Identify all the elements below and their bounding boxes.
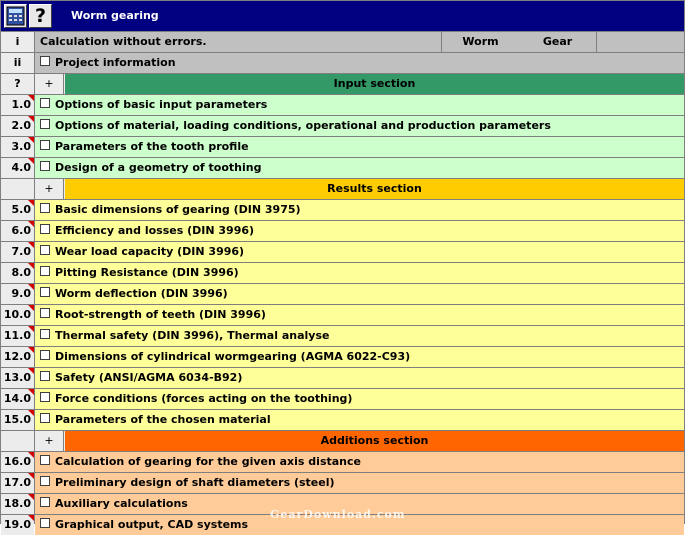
checkbox[interactable] <box>40 203 50 213</box>
calculator-icon <box>5 5 26 27</box>
row-number-text: 1.0 <box>11 98 31 111</box>
row-number-text: 9.0 <box>11 287 31 300</box>
calculator-button[interactable] <box>4 4 27 28</box>
expand-button[interactable]: + <box>35 179 64 199</box>
help-button[interactable]: ? <box>29 4 52 28</box>
item-cell <box>35 410 684 430</box>
list-item[interactable] <box>1 158 684 178</box>
section-header-results <box>1 179 684 199</box>
section-title: Input section <box>65 74 684 94</box>
checkbox[interactable] <box>40 161 50 171</box>
list-item[interactable] <box>1 347 684 367</box>
row-label: Safety (ANSI/AGMA 6034-B92) <box>55 371 243 384</box>
row-number-text: 6.0 <box>11 224 31 237</box>
watermark: GearDownload.com <box>270 508 406 521</box>
item-cell <box>35 452 684 472</box>
row-label: Parameters of the tooth profile <box>55 140 249 153</box>
checkbox[interactable] <box>40 224 50 234</box>
row-number-text: 8.0 <box>11 266 31 279</box>
item-cell <box>35 368 684 388</box>
row-number-text: 12.0 <box>3 350 31 363</box>
note-marker-icon <box>28 284 34 290</box>
checkbox[interactable] <box>40 476 50 486</box>
checkbox[interactable] <box>40 245 50 255</box>
note-marker-icon <box>28 452 34 458</box>
checkbox[interactable] <box>40 140 50 150</box>
list-item[interactable] <box>1 242 684 262</box>
row-number: ii <box>1 53 34 73</box>
status-cell <box>35 32 684 52</box>
window-title: Worm gearing <box>71 9 159 22</box>
item-cell <box>35 116 684 136</box>
list-item[interactable] <box>1 116 684 136</box>
row-number <box>1 347 34 367</box>
status-text: Calculation without errors. <box>40 35 207 48</box>
row-label: Auxiliary calculations <box>55 497 188 510</box>
item-cell <box>35 473 684 493</box>
row-number-text: 11.0 <box>3 329 31 342</box>
note-marker-icon <box>28 326 34 332</box>
checkbox[interactable] <box>40 413 50 423</box>
list-item[interactable] <box>1 473 684 493</box>
note-marker-icon <box>28 494 34 500</box>
list-item[interactable] <box>1 221 684 241</box>
section-title: Additions section <box>65 431 684 451</box>
column-gear-header: Gear <box>519 32 597 52</box>
row-label: Basic dimensions of gearing (DIN 3975) <box>55 203 301 216</box>
item-cell <box>35 263 684 283</box>
row-label: Wear load capacity (DIN 3996) <box>55 245 245 258</box>
row-number <box>1 137 34 157</box>
note-marker-icon <box>28 410 34 416</box>
checkbox[interactable] <box>40 98 50 108</box>
item-cell <box>35 221 684 241</box>
note-marker-icon <box>28 221 34 227</box>
row-label: Thermal safety (DIN 3996), Thermal analyse <box>55 329 330 342</box>
item-cell <box>35 242 684 262</box>
checkbox[interactable] <box>40 392 50 402</box>
checkbox[interactable] <box>40 329 50 339</box>
checkbox[interactable] <box>40 266 50 276</box>
row-number <box>1 431 34 451</box>
list-item[interactable] <box>1 452 684 472</box>
item-cell <box>35 347 684 367</box>
row-number <box>1 221 34 241</box>
row-number <box>1 410 34 430</box>
item-cell <box>35 326 684 346</box>
row-number <box>1 494 34 514</box>
row-number <box>1 179 34 199</box>
row-number-text: 16.0 <box>3 455 31 468</box>
row-number-text: 10.0 <box>3 308 31 321</box>
row-label: Options of basic input parameters <box>55 98 268 111</box>
project-row[interactable] <box>1 53 684 73</box>
row-number-text: 17.0 <box>3 476 31 489</box>
row-number <box>1 95 34 115</box>
project-cell <box>35 53 684 73</box>
row-label: Force conditions (forces acting on the toothing) <box>55 392 353 405</box>
list-item[interactable] <box>1 137 684 157</box>
item-cell <box>35 137 684 157</box>
list-item[interactable] <box>1 263 684 283</box>
column-worm-header: Worm <box>441 32 520 52</box>
section-header-input <box>1 74 684 94</box>
row-number <box>1 263 34 283</box>
row-number-text: 15.0 <box>3 413 31 426</box>
row-number-text: 5.0 <box>11 203 31 216</box>
row-number-text: 4.0 <box>11 161 31 174</box>
item-cell <box>35 200 684 220</box>
row-number-text: 7.0 <box>11 245 31 258</box>
section-header-cell <box>35 179 684 199</box>
status-row <box>1 32 684 52</box>
row-number <box>1 515 34 535</box>
note-marker-icon <box>28 200 34 206</box>
list-item[interactable] <box>1 410 684 430</box>
list-item[interactable] <box>1 368 684 388</box>
checkbox[interactable] <box>40 518 50 528</box>
item-cell <box>35 389 684 409</box>
row-number-text: 13.0 <box>3 371 31 384</box>
row-label: Worm deflection (DIN 3996) <box>55 287 228 300</box>
row-label: Preliminary design of shaft diameters (steel) <box>55 476 335 489</box>
row-label: Design of a geometry of toothing <box>55 161 262 174</box>
note-marker-icon <box>28 347 34 353</box>
list-item[interactable] <box>1 326 684 346</box>
row-number-text: 2.0 <box>11 119 31 132</box>
note-marker-icon <box>28 263 34 269</box>
row-number <box>1 326 34 346</box>
item-cell <box>35 158 684 178</box>
note-marker-icon <box>28 515 34 521</box>
row-number <box>1 452 34 472</box>
checkbox[interactable] <box>40 455 50 465</box>
row-number-text: 14.0 <box>3 392 31 405</box>
row-number-text: 18.0 <box>3 497 31 510</box>
checkbox[interactable] <box>40 497 50 507</box>
row-number: i <box>1 32 34 52</box>
note-marker-icon <box>28 242 34 248</box>
title-bar <box>1 1 684 31</box>
row-label: Efficiency and losses (DIN 3996) <box>55 224 255 237</box>
row-label: Project information <box>55 56 176 69</box>
note-marker-icon <box>28 137 34 143</box>
list-item[interactable] <box>1 389 684 409</box>
row-number: ? <box>1 74 34 94</box>
item-cell <box>35 95 684 115</box>
section-header-additions <box>1 431 684 451</box>
note-marker-icon <box>28 389 34 395</box>
row-label: Calculation of gearing for the given axis distance <box>55 455 361 468</box>
row-number <box>1 305 34 325</box>
row-number <box>1 284 34 304</box>
row-number <box>1 389 34 409</box>
row-number <box>1 242 34 262</box>
list-item[interactable] <box>1 95 684 115</box>
note-marker-icon <box>28 116 34 122</box>
row-label: Root-strength of teeth (DIN 3996) <box>55 308 266 321</box>
expand-button[interactable]: + <box>35 431 64 451</box>
row-number-text: 3.0 <box>11 140 31 153</box>
section-header-cell <box>35 431 684 451</box>
row-number <box>1 473 34 493</box>
checkbox[interactable] <box>40 371 50 381</box>
row-label: Parameters of the chosen material <box>55 413 271 426</box>
row-number <box>1 116 34 136</box>
checkbox[interactable] <box>40 287 50 297</box>
row-number <box>1 158 34 178</box>
checkbox[interactable] <box>40 308 50 318</box>
note-marker-icon <box>28 158 34 164</box>
row-label: Graphical output, CAD systems <box>55 518 249 531</box>
checkbox[interactable] <box>40 119 50 129</box>
row-label: Dimensions of cylindrical wormgearing (AGMA 6022-C93) <box>55 350 411 363</box>
section-title: Results section <box>65 179 684 199</box>
row-label: Options of material, loading conditions, operational and production parameters <box>55 119 551 132</box>
item-cell <box>35 305 684 325</box>
note-marker-icon <box>28 368 34 374</box>
row-number <box>1 200 34 220</box>
note-marker-icon <box>28 473 34 479</box>
item-cell <box>35 284 684 304</box>
checkbox[interactable] <box>40 350 50 360</box>
section-header-cell <box>35 74 684 94</box>
row-label: Pitting Resistance (DIN 3996) <box>55 266 239 279</box>
note-marker-icon <box>28 95 34 101</box>
list-item[interactable] <box>1 200 684 220</box>
list-item[interactable] <box>1 284 684 304</box>
checkbox[interactable] <box>40 56 50 66</box>
row-number <box>1 368 34 388</box>
list-item[interactable] <box>1 305 684 325</box>
row-number-text: 19.0 <box>3 518 31 531</box>
note-marker-icon <box>28 305 34 311</box>
expand-button[interactable]: + <box>35 74 64 94</box>
